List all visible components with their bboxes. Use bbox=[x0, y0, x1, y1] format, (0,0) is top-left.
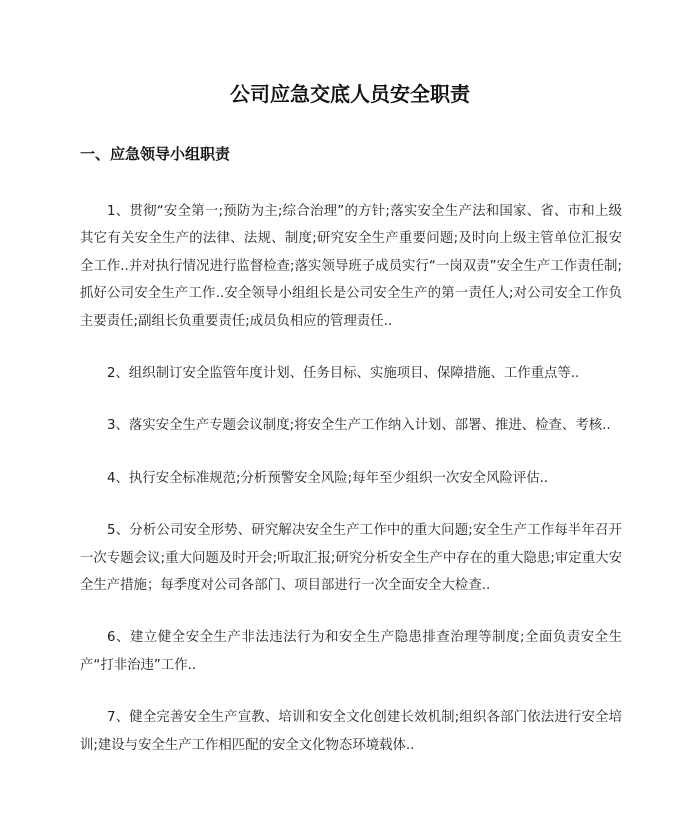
paragraph-3: 3、落实安全生产专题会议制度;将安全生产工作纳入计划、部署、推进、检查、考核.. bbox=[107, 418, 611, 434]
paragraph-6: 6、建立健全安全生产非法违法行为和安全生产隐患排查治理等制度;全面负责安全生产“打非治违”工作.. bbox=[80, 630, 622, 673]
document-body bbox=[80, 198, 622, 784]
paragraph-1: 1、贯彻“安全第一;预防为主;综合治理”的方针;落实安全生产法和国家、省、市和上级其它有关安全生产的法律、法规、制度;研究安全生产重要问题;及时向上级主管单位汇报安全工作..并对执行情况进行监督检查;落实领导班子成员实行“一岗双责”安全生产工作责任制;抓好公司安全生产工作..安全领导小组组长是公司安全生产的第一责任人;对公司安全工作负主要责任;副组长负重要责任;成员负相应的管理责任.. bbox=[80, 204, 622, 329]
section-heading: 一、应急领导小组职责 bbox=[80, 145, 231, 163]
document-title: 公司应急交底人员安全职责 bbox=[230, 82, 470, 106]
paragraph-4: 4、执行安全标准规范;分析预警安全风险;每年至少组织一次安全风险评估.. bbox=[107, 470, 549, 486]
paragraph-5: 5、分析公司安全形势、研究解决安全生产工作中的重大问题;安全生产工作每半年召开一次专题会议;重大问题及时开会;听取汇报;研究分析安全生产中存在的重大隐患;审定重大安全生产措施；每季度对公司各部门、项目部进行一次全面安全大检查.. bbox=[80, 523, 622, 594]
paragraph-2: 2、组织制订安全监管年度计划、任务目标、实施项目、保障措施、工作重点等.. bbox=[107, 366, 580, 382]
paragraph-7: 7、健全完善安全生产宣教、培训和安全文化创建长效机制;组织各部门依法进行安全培训;建设与安全生产工作相匹配的安全文化物态环境载体.. bbox=[80, 710, 622, 753]
